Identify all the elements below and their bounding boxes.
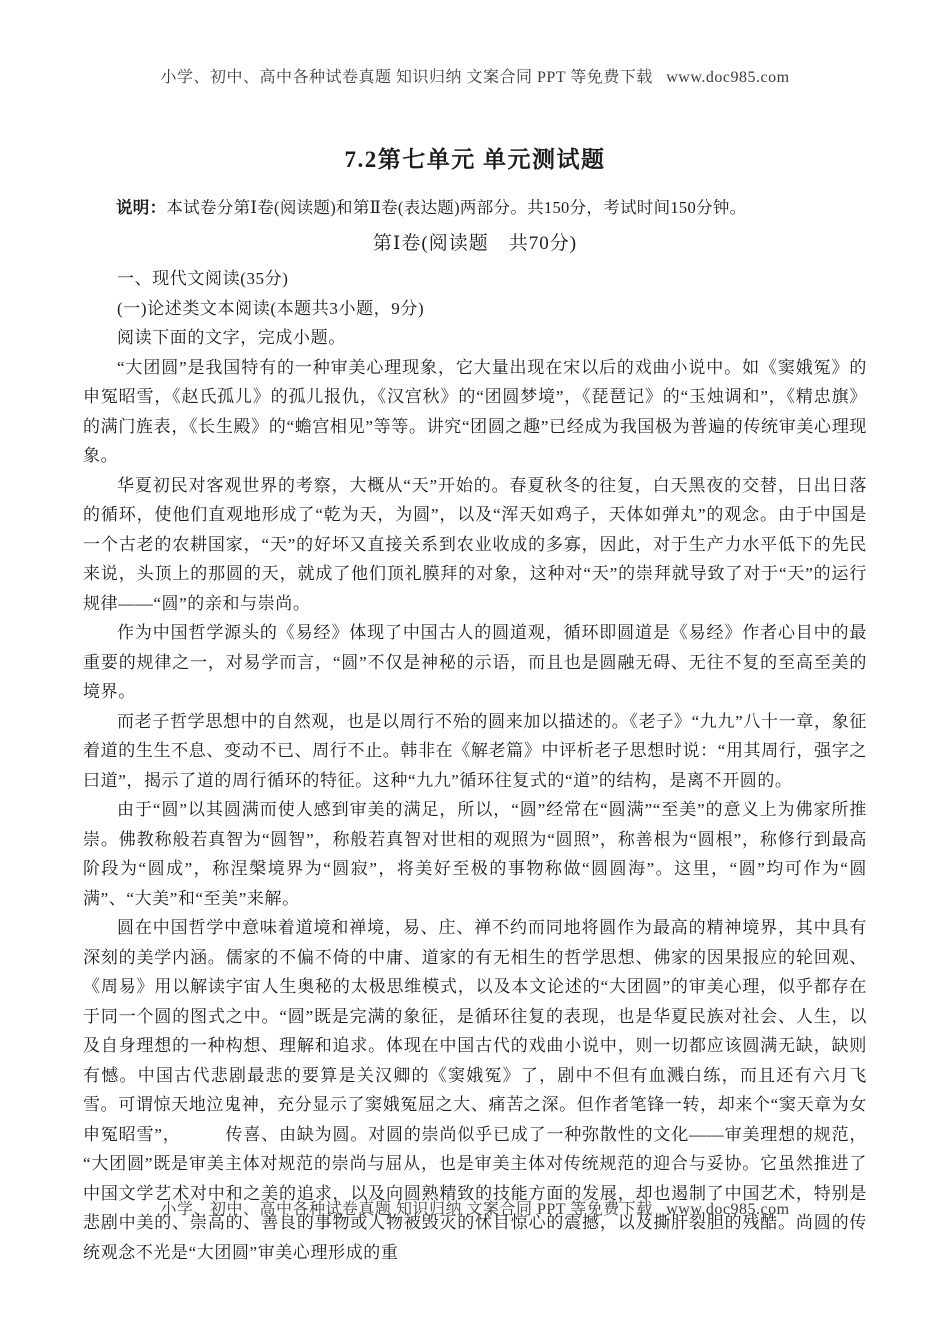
reading-prompt: 阅读下面的文字，完成小题。 — [117, 328, 346, 347]
section-heading-modern-reading: 一、现代文阅读(35分) — [117, 269, 289, 288]
instructions-text: 本试卷分第Ⅰ卷(阅读题)和第Ⅱ卷(表达题)两部分。共150分，考试时间150分钟。 — [166, 198, 747, 217]
part1-heading: 第Ⅰ卷(阅读题 共70分) — [372, 233, 578, 254]
passage-paragraph: 圆在中国哲学中意味着道境和禅境，易、庄、禅不约而同地将圆作为最高的精神境界，其中具有深刻的美学内涵。儒家的不偏不倚的中庸、道家的有无相生的哲学思想、佛家的因果报应的轮回观、《周易》用以解读宇宙人生奥秘的太极思维模式，以及本文论述的“大团圆”的审美心理，似乎都存在于同一个圆的图式之中。“圆”既是完满的象征，是循环往复的表现，也是华夏民族对社会、人生，以及自身理想的一种构想、理解和追求。体现在中国古代的戏曲小说中，则一切都应该圆满无缺，缺则有憾。中国古代悲剧最悲的要算是关汉卿的《窦娥冤》了，剧中不但有血溅白练，而且还有六月飞雪。可谓惊天地泣鬼神，充分显示了窦娥冤屈之大、痛苦之深。但作者笔锋一转，却来个“窦天章为女申冤昭雪”， 传喜、由缺为圆。对圆的崇尚似乎已成了一种弥散性的文化——审美理想的规范，“大团圆”既是审美主体对规范的崇尚与屈从，也是审美主体对传统规范的迎合与妥协。它虽然推进了中国文学艺术对中和之美的追求，以及向圆熟精致的技能方面的发展，却也遏制了中国艺术，特别是悲剧中美的、崇高的、善良的事物或人物被毁灭的怵目惊心的震撼，以及撕肝裂胆的残酷。尚圆的传统观念不光是“大团圆”审美心理形成的重 — [83, 918, 867, 1262]
header-download-note: 小学、初中、高中各种试卷真题 知识归纳 文案合同 PPT 等免费下载 www.doc985.com — [160, 69, 790, 86]
passage-paragraph: 而老子哲学思想中的自然观，也是以周行不殆的圆来加以描述的。《老子》“九九”八十一章，象征着道的生生不息、变动不已、周行不止。韩非在《解老篇》中评析老子思想时说：“用其周行，强字之曰道”，揭示了道的周行循环的特征。这种“九九”循环往复式的“道”的结构，是离不开圆的。 — [83, 711, 867, 790]
passage-paragraph: 作为中国哲学源头的《易经》体现了中国古人的圆道观，循环即圆道是《易经》作者心目中的最重要的规律之一，对易学而言，“圆”不仅是神秘的示语，而且也是圆融无碍、无往不复的至高至美的境界。 — [83, 623, 867, 701]
subsection-heading-argumentative-reading: (一)论述类文本阅读(本题共3小题，9分) — [117, 298, 425, 318]
footer-download-note: 小学、初中、高中各种试卷真题 知识归纳 文案合同 PPT 等免费下载 www.doc985.com — [160, 1201, 790, 1218]
document-title: 7.2第七单元 单元测试题 — [344, 147, 606, 172]
passage-paragraph: 华夏初民对客观世界的考察，大概从“天”开始的。春夏秋冬的往复，白天黑夜的交替，日出日落的循环，使他们直观地形成了“乾为天，为圆”，以及“浑天如鸡子，天体如弹丸”的观念。由于中国是一个古老的农耕国家，“天”的好坏又直接关系到农业收成的多寡，因此，对于生产力水平低下的先民来说，头顶上的那圆的天，就成了他们顶礼膜拜的对象，这种对“天”的崇拜就导致了对于“天”的运行规律——“圆”的亲和与崇尚。 — [83, 475, 867, 613]
passage-paragraph: 由于“圆”以其圆满而使人感到审美的满足，所以，“圆”经常在“圆满”“至美”的意义上为佛家所推崇。佛教称般若真智为“圆智”，称般若真智对世相的观照为“圆照”，称善根为“圆根”，称修行到最高阶段为“圆成”，称涅槃境界为“圆寂”，将美好至极的事物称做“圆圆海”。这里，“圆”均可作为“圆满”、“大美”和“至美”来解。 — [83, 800, 867, 908]
passage — [83, 353, 867, 1268]
passage-paragraph: “大团圆”是我国特有的一种审美心理现象，它大量出现在宋以后的戏曲小说中。如《窦娥冤》的申冤昭雪，《赵氏孤儿》的孤儿报仇，《汉宫秋》的“团圆梦境”，《琵琶记》的“玉烛调和”，《精忠旗》的满门旌表，《长生殿》的“蟾宫相见”等等。讲究“团圆之趣”已经成为我国极为普遍的传统审美心理现象。 — [83, 357, 867, 465]
instructions-line — [83, 194, 867, 221]
instructions-label: 说明： — [116, 198, 167, 217]
document-body — [83, 194, 867, 1267]
